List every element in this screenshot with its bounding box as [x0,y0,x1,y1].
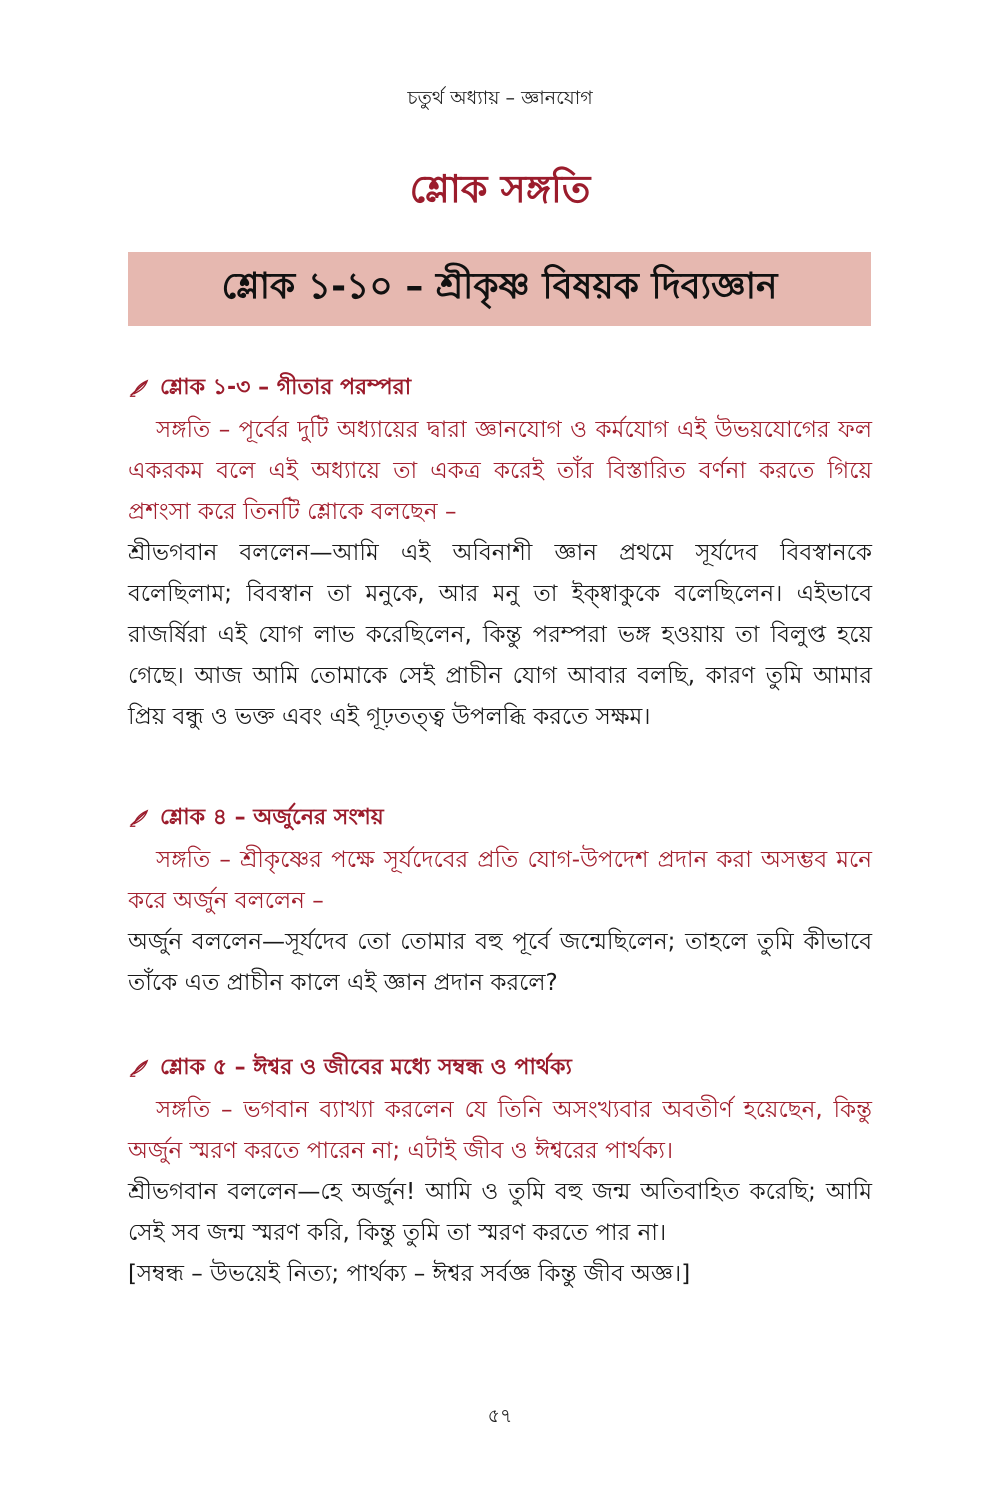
quill-pen-icon [128,1057,150,1079]
section-shloka-5 [128,1046,872,1295]
section-shloka-4 [128,796,872,1004]
verse-paragraph: শ্রীভগবান বললেন—হে অর্জুন! আমি ও তুমি বহু জন্ম অতিবাহিত করেছি; আমি সেই সব জন্ম স্মরণ করি, কিন্তু তুমি তা স্মরণ করতে পার না। [128,1179,872,1246]
sangati-paragraph: সঙ্গতি – ভগবান ব্যাখ্যা করলেন যে তিনি অসংখ্যবার অবতীর্ণ হয়েছেন, কিন্তু অর্জুন স্মরণ করতে পারেন না; এটাই জীব ও ঈশ্বরের পার্থক্য। [128,1097,872,1164]
banner-title: শ্লোক ১-১০ – শ্রীকৃষ্ণ বিষয়ক দিব্যজ্ঞান [221,266,778,307]
section-heading-text: শ্লোক ৫ – ঈশ্বর ও জীবের মধ্যে সম্বন্ধ ও পার্থক্য [160,1054,572,1080]
sangati-paragraph: সঙ্গতি – শ্রীকৃষ্ণের পক্ষে সূর্যদেবের প্রতি যোগ-উপদেশ প্রদান করা অসম্ভব মনে করে অর্জুন বললেন – [128,847,872,914]
running-header: চতুর্থ অধ্যায় – জ্ঞানযোগ [407,87,593,109]
section-heading [128,366,872,410]
sangati-paragraph: সঙ্গতি – পূর্বের দুটি অধ্যায়ের দ্বারা জ্ঞানযোগ ও কর্মযোগ এই উভয়যোগের ফল একরকম বলে এই অধ্যায়ে তা একত্র করেই তাঁর বিস্তারিত বর্ণনা করতে গিয়ে প্রশংসা করে তিনটি শ্লোকে বলছেন – [128,417,872,525]
note-paragraph: [সম্বন্ধ – উভয়েই নিত্য; পার্থক্য – ঈশ্বর সর্বজ্ঞ কিন্তু জীব অজ্ঞ।] [128,1261,691,1287]
section-shloka-1-3 [128,366,872,738]
quill-pen-icon [128,807,150,829]
quill-pen-icon [128,377,150,399]
verse-paragraph: শ্রীভগবান বললেন—আমি এই অবিনাশী জ্ঞান প্রথমে সূর্যদেব বিবস্বানকে বলেছিলাম; বিবস্বান তা মনুকে, আর মনু তা ইক্ষ্বাকুকে বলেছিলেন। এইভাবে রাজর্ষিরা এই যোগ লাভ করেছিলেন, কিন্তু পরম্পরা ভঙ্গ হওয়ায় তা বিলুপ্ত হয়ে গেছে। আজ আমি তোমাকে সেই প্রাচীন যোগ আবার বলছি, কারণ তুমি আমার প্রিয় বন্ধু ও ভক্ত এবং এই গূঢ়তত্ত্ব উপলব্ধি করতে সক্ষম। [128,540,872,730]
section-heading-text: শ্লোক ৪ – অর্জুনের সংশয় [160,804,384,830]
verse-paragraph: অর্জুন বললেন—সূর্যদেব তো তোমার বহু পূর্বে জন্মেছিলেন; তাহলে তুমি কীভাবে তাঁকে এত প্রাচীন কালে এই জ্ঞান প্রদান করলে? [128,929,872,996]
section-heading [128,1046,872,1090]
section-heading [128,796,872,840]
page-title: শ্লোক সঙ্গতি [409,167,591,211]
page-number: ৫৭ [487,1405,513,1427]
section-banner [128,252,871,326]
section-heading-text: শ্লোক ১-৩ – গীতার পরম্পরা [160,374,412,400]
